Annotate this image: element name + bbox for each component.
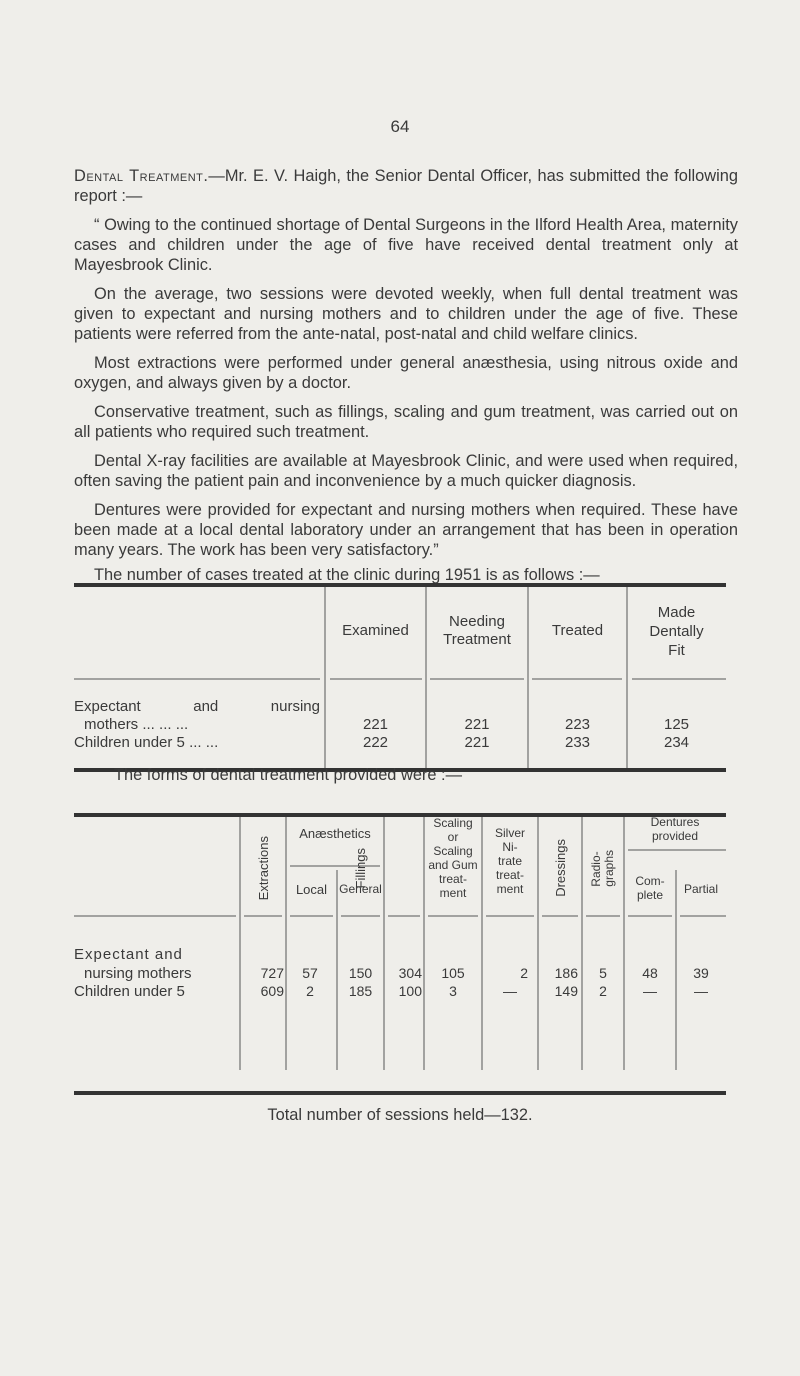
cell: 100 <box>398 983 422 999</box>
paragraph: Most extractions were performed under general anæsthesia, using nitrous oxide and oxygen, and always given by a doctor. <box>74 354 738 392</box>
cell: 609 <box>260 983 284 999</box>
paragraph: Conservative treatment, such as fillings, scaling and gum treatment, was carried out on all patients who required such treatment. <box>74 403 738 441</box>
cell: 186 <box>554 965 578 981</box>
header-dressings: Dressings <box>552 839 568 897</box>
cell: 727 <box>260 965 284 981</box>
intro-text: —Mr. E. V. Haigh, the Senior Dental Officer, has submitted the following report :— <box>74 167 738 205</box>
header-fillings: Fillings <box>353 847 368 889</box>
row-label: nursing mothers <box>84 965 192 982</box>
report-body <box>74 166 738 585</box>
cell: 222 <box>362 734 389 751</box>
header-general: General <box>339 882 382 896</box>
cell: 125 <box>663 716 690 733</box>
paragraph: Dental X-ray facilities are available at Mayesbrook Clinic, and were used when required, often saving the patient pain and inconvenience by a much quicker diagnosis. <box>74 452 738 490</box>
cell: 221 <box>362 716 389 733</box>
header-radiographs: Radio- graphs <box>589 849 616 887</box>
cases-table-text <box>74 582 726 774</box>
cell: 3 <box>449 983 457 999</box>
paragraph: On the average, two sessions were devoted weekly, when full dental treatment was given to expectant and nursing mothers and to children under the age of five. These patients were referred from the ante-natal, post-natal and child welfare clinics. <box>74 285 738 343</box>
row-label: mothers ... ... ... <box>84 716 189 733</box>
cell: 149 <box>554 983 578 999</box>
header-silver-nitrate: Silver Ni- trate treat- ment <box>494 826 525 896</box>
header-scaling: Scaling or Scaling and Gum treat- ment <box>428 816 478 900</box>
header-extractions-cell <box>240 824 286 912</box>
cell: 150 <box>348 965 373 981</box>
cell: 5 <box>599 965 607 981</box>
header-local: Local <box>295 882 328 897</box>
cell: 105 <box>441 965 465 981</box>
header-needing-treatment: Needing Treatment <box>443 613 511 648</box>
paragraph: “ Owing to the continued shortage of Dental Surgeons in the Ilford Health Area, maternity cases and children under the age of five have received dental treatment only at Mayesbrook Clinic. <box>74 216 738 274</box>
header-complete: Com- plete <box>635 874 665 902</box>
header-examined: Examined <box>342 622 409 639</box>
header-made-dentally-fit: Made Dentally Fit <box>649 604 704 659</box>
table1-caption: The number of cases treated at the clinic during 1951 is as follows :— <box>94 566 600 584</box>
cell: 233 <box>564 734 591 751</box>
header-radiographs-cell <box>582 824 624 912</box>
cell: 2 <box>599 983 607 999</box>
total-sessions: Total number of sessions held—132. <box>267 1106 533 1124</box>
cell: 2 <box>520 965 528 981</box>
row-label: Children under 5 ... ... <box>74 734 219 751</box>
row-label: Expectant and <box>74 946 183 963</box>
treatment-table-text <box>74 812 726 1098</box>
header-anaesthetics: Anæsthetics <box>299 826 371 841</box>
header-extractions: Extractions <box>255 835 271 901</box>
cell: 57 <box>302 965 318 981</box>
cell: 48 <box>642 965 658 981</box>
cell: 221 <box>464 716 490 733</box>
cell: 185 <box>348 983 373 999</box>
cell: 223 <box>564 716 591 733</box>
cell: 39 <box>693 965 709 981</box>
cell: 304 <box>398 965 422 981</box>
header-dentures: Dentures provided <box>650 815 700 843</box>
page-number: 64 <box>390 117 410 136</box>
header-dressings-cell <box>538 824 582 912</box>
cell: 221 <box>464 734 490 751</box>
header-treated: Treated <box>551 622 604 639</box>
cell: 234 <box>663 734 690 751</box>
paragraph: Dentures were provided for expectant and nursing mothers when required. These have been made at a local dental laboratory under an arrangement that has been in operation many years. The work has been very satisfactory.” <box>74 501 738 559</box>
header-partial: Partial <box>683 882 718 896</box>
intro-paragraph <box>74 166 738 206</box>
row-label: Children under 5 <box>74 983 185 1000</box>
cell: — <box>694 983 708 999</box>
section-heading: Dental Treatment. <box>74 167 209 185</box>
cell: 2 <box>306 983 314 999</box>
table2-caption: The forms of dental treatment provided were :— <box>114 766 463 784</box>
row-label: Expectant and nursing <box>74 698 320 715</box>
cell: — <box>503 983 517 999</box>
cell: — <box>643 983 657 999</box>
